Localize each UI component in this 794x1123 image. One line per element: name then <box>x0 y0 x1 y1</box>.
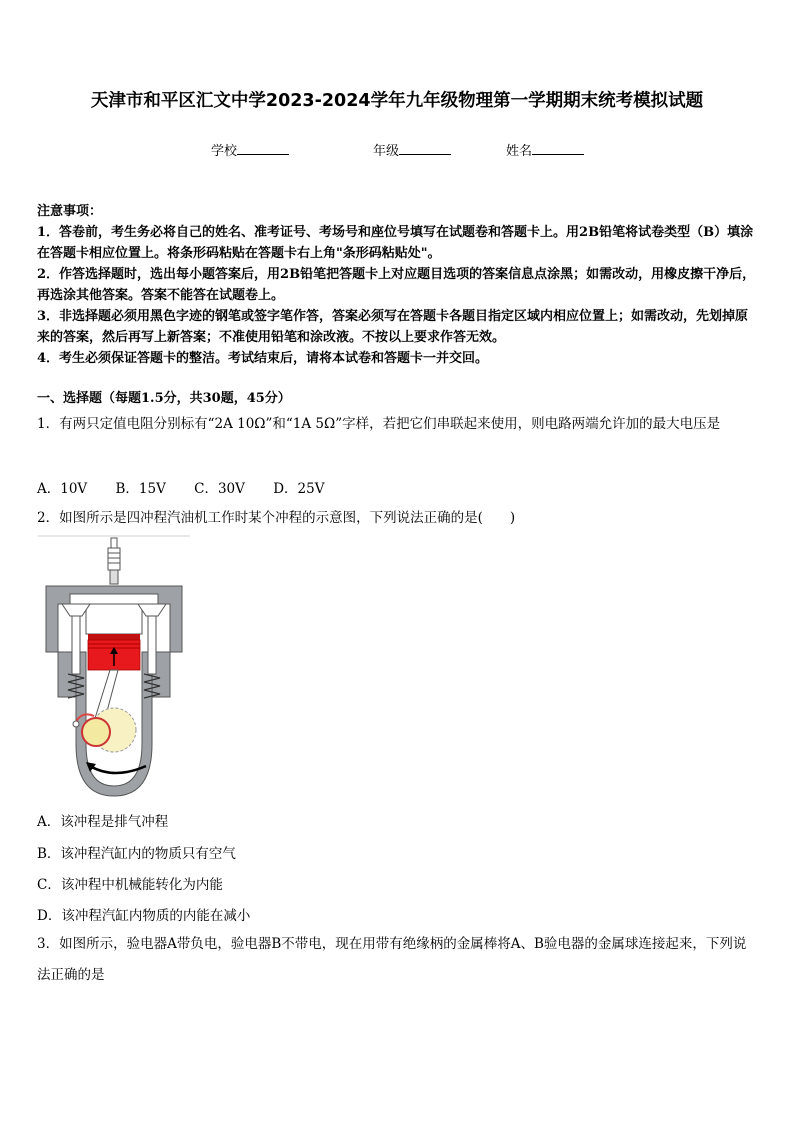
engine-stroke-diagram <box>38 534 190 800</box>
name-label: 姓名 <box>506 144 533 159</box>
school-label: 学校 <box>211 144 238 159</box>
q1-option-d[interactable]: D．25V <box>273 481 325 497</box>
question-3-text: 3．如图所示，验电器A带负电，验电器B不带电，现在用带有绝缘柄的金属棒将A、B验电器的金属球连接起来，下列说法正确的是 <box>37 936 747 983</box>
page-title: 天津市和平区汇文中学2023-2024学年九年级物理第一学期期末统考模拟试题 <box>90 91 704 111</box>
q1-option-b[interactable]: B．15V <box>115 481 166 497</box>
school-field[interactable] <box>211 140 289 159</box>
section-heading: 一、选择题（每题1.5分，共30题，45分） <box>37 391 291 406</box>
name-field[interactable] <box>506 140 584 159</box>
question-3-stem <box>37 929 759 991</box>
q1-option-c[interactable]: C．30V <box>194 481 245 497</box>
piston <box>88 634 140 670</box>
notice-heading: 注意事项： <box>37 204 103 219</box>
notice-item-3: 3．非选择题必须用黑色字迹的钢笔或签字笔作答，答案必须写在答题卡各题目指定区域内相应位置上；如需改动，先划掉原来的答案，然后再写上新答案；不准使用铅笔和涂改液。不按以上要求作答无效。 <box>37 309 749 345</box>
name-blank[interactable] <box>532 142 584 155</box>
question-1-stem <box>37 409 759 440</box>
question-1-text: 1．有两只定值电阻分别标有“2A 10Ω”和“1A 5Ω”字样，若把它们串联起来使用，则电路两端允许加的最大电压是 <box>37 416 721 432</box>
grade-label: 年级 <box>373 144 400 159</box>
question-2-text: 2．如图所示是四冲程汽油机工作时某个冲程的示意图，下列说法正确的是( ) <box>37 510 516 526</box>
question-2-stem <box>37 503 759 534</box>
q2-option-a[interactable]: A．该冲程是排气冲程 <box>37 814 169 830</box>
q2-option-d[interactable]: D．该冲程汽缸内物质的内能在减小 <box>37 908 251 924</box>
notice-item-4: 4．考生必须保证答题卡的整洁。考试结束后，请将本试卷和答题卡一并交回。 <box>37 351 489 366</box>
q2-option-b[interactable]: B．该冲程汽缸内的物质只有空气 <box>37 846 236 862</box>
school-blank[interactable] <box>237 142 289 155</box>
notice-block <box>37 201 759 369</box>
grade-blank[interactable] <box>399 142 451 155</box>
notice-item-2: 2．作答选择题时，选出每小题答案后，用2B铅笔把答题卡上对应题目选项的答案信息点涂黑；如需改动，用橡皮擦干净后，再选涂其他答案。答案不能答在试题卷上。 <box>37 267 756 303</box>
q2-option-c[interactable]: C．该冲程中机械能转化为内能 <box>37 877 223 893</box>
question-1-options <box>37 477 348 497</box>
grade-field[interactable] <box>373 140 451 159</box>
q1-option-a[interactable]: A．10V <box>37 481 88 497</box>
notice-item-1: 1．答卷前，考生务必将自己的姓名、准考证号、考场号和座位号填写在试题卷和答题卡上。用2B铅笔将试卷类型（B）填涂在答题卡相应位置上。将条形码粘贴在答题卡右上角"条形码粘贴处"。 <box>37 225 754 261</box>
